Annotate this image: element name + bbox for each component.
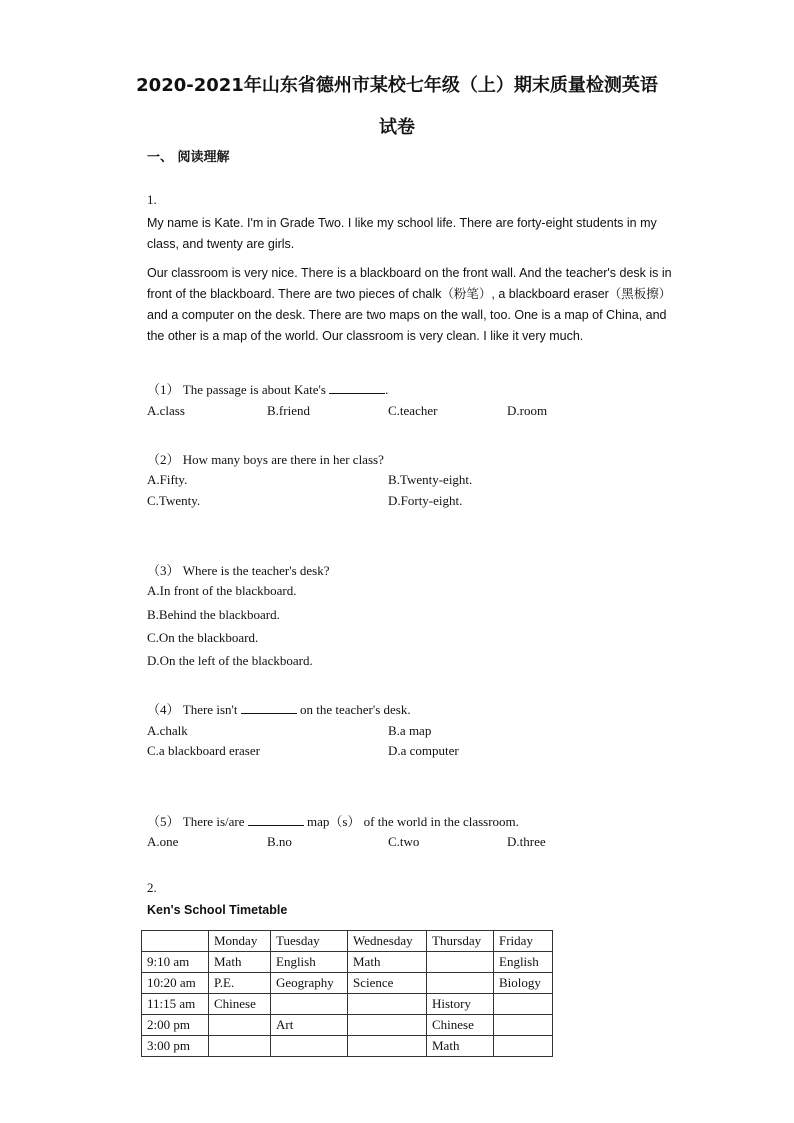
sub-question-4 [147,699,411,718]
table-cell: English [494,952,553,973]
table-row [142,1015,553,1036]
option-a: A.one [147,834,179,849]
sub-question-text: Where is the teacher's desk? [182,563,330,578]
sub-question-number: （3） [147,563,180,578]
table-header-cell: Monday [209,931,271,952]
table-cell: History [427,994,494,1015]
option-b: B.a map [388,723,432,738]
table-cell [427,973,494,994]
table-cell: Chinese [209,994,271,1015]
option-c: C.two [388,834,420,849]
table-cell: Chinese [427,1015,494,1036]
option-d: D.room [507,403,548,418]
sub-question-text: How many boys are there in her class? [182,452,384,467]
table-cell: Math [348,952,427,973]
table-cell: Geography [271,973,348,994]
table-cell [209,1036,271,1057]
option-a: A.chalk [147,723,188,738]
table-cell: 10:20 am [142,973,209,994]
sub-question-1 [147,379,388,398]
sub-question-text-end: map（s） of the world in the classroom. [306,814,519,829]
table-header-row [142,931,553,952]
table-cell [427,952,494,973]
table-cell: Science [348,973,427,994]
passage-paragraph-1: My name is Kate. I'm in Grade Two. I like my school life. There are forty-eight students in my class, and twenty are girls. [147,216,657,251]
table-cell [494,994,553,1015]
table-header-cell: Wednesday [348,931,427,952]
option-b: B.Twenty-eight. [388,472,473,487]
table-cell [209,1015,271,1036]
sub-question-2 [147,449,384,468]
timetable [141,930,553,1057]
table-cell [348,1036,427,1057]
option-d: D.Forty-eight. [388,493,463,508]
table-cell: Math [209,952,271,973]
answer-blank [329,382,385,394]
sub-question-5 [147,811,519,830]
answer-blank [241,702,297,714]
option-a: A.class [147,403,185,418]
table-header-cell: Tuesday [271,931,348,952]
table-cell: Biology [494,973,553,994]
sub-question-text: There is/are [182,814,245,829]
table-cell [494,1015,553,1036]
table-cell [271,1036,348,1057]
option-b: B.friend [267,403,310,418]
option-c: C.a blackboard eraser [147,743,260,758]
sub-question-text: The passage is about Kate's [182,382,326,397]
option-b: B.no [267,834,292,849]
sub-question-number: （4） [147,702,180,717]
page-title-line1: 2020-2021年山东省德州市某校七年级（上）期末质量检测英语 [136,75,658,96]
table-cell: 2:00 pm [142,1015,209,1036]
table-cell: English [271,952,348,973]
sub-question-number: （5） [147,814,180,829]
option-b: B.Behind the blackboard. [147,607,280,622]
table-cell [348,994,427,1015]
table-row [142,1036,553,1057]
question-number-2: 2. [147,880,157,895]
table-row [142,952,553,973]
option-d: D.a computer [388,743,459,758]
table-cell: Art [271,1015,348,1036]
answer-blank [248,814,304,826]
table-cell: 11:15 am [142,994,209,1015]
table-row [142,973,553,994]
table-cell: 3:00 pm [142,1036,209,1057]
sub-question-text: There isn't [182,702,238,717]
table-cell: P.E. [209,973,271,994]
sub-question-3 [147,560,329,579]
option-a: A.In front of the blackboard. [147,583,297,598]
option-c: C.Twenty. [147,493,201,508]
option-c: C.teacher [388,403,438,418]
table-cell [494,1036,553,1057]
passage-paragraph-2: Our classroom is very nice. There is a blackboard on the front wall. And the teacher's desk is in front of the blackboard. There are two pieces of chalk（粉笔）, a blackboard eraser（黑板擦）and a computer on the desk. There are two maps on the wall, too. One is a map of China, and the other is a map of the world. Our classroom is very clean. I like it very much. [147,266,672,343]
timetable-title: Ken's School Timetable [147,903,288,917]
option-c: C.On the blackboard. [147,630,259,645]
question-number-1: 1. [147,192,157,207]
option-d: D.three [507,834,546,849]
option-a: A.Fifty. [147,472,188,487]
table-cell [348,1015,427,1036]
page-title-line2: 试卷 [379,117,415,138]
sub-question-text-end: on the teacher's desk. [299,702,411,717]
table-cell: 9:10 am [142,952,209,973]
table-header-cell: Friday [494,931,553,952]
option-d: D.On the left of the blackboard. [147,653,313,668]
sub-question-number: （2） [147,452,180,467]
sub-question-text-end: . [385,382,389,397]
table-cell [142,931,209,952]
table-cell: Math [427,1036,494,1057]
section-heading-reading: 一、 阅读理解 [147,150,230,165]
table-row [142,994,553,1015]
table-cell [271,994,348,1015]
table-header-cell: Thursday [427,931,494,952]
sub-question-number: （1） [147,382,180,397]
